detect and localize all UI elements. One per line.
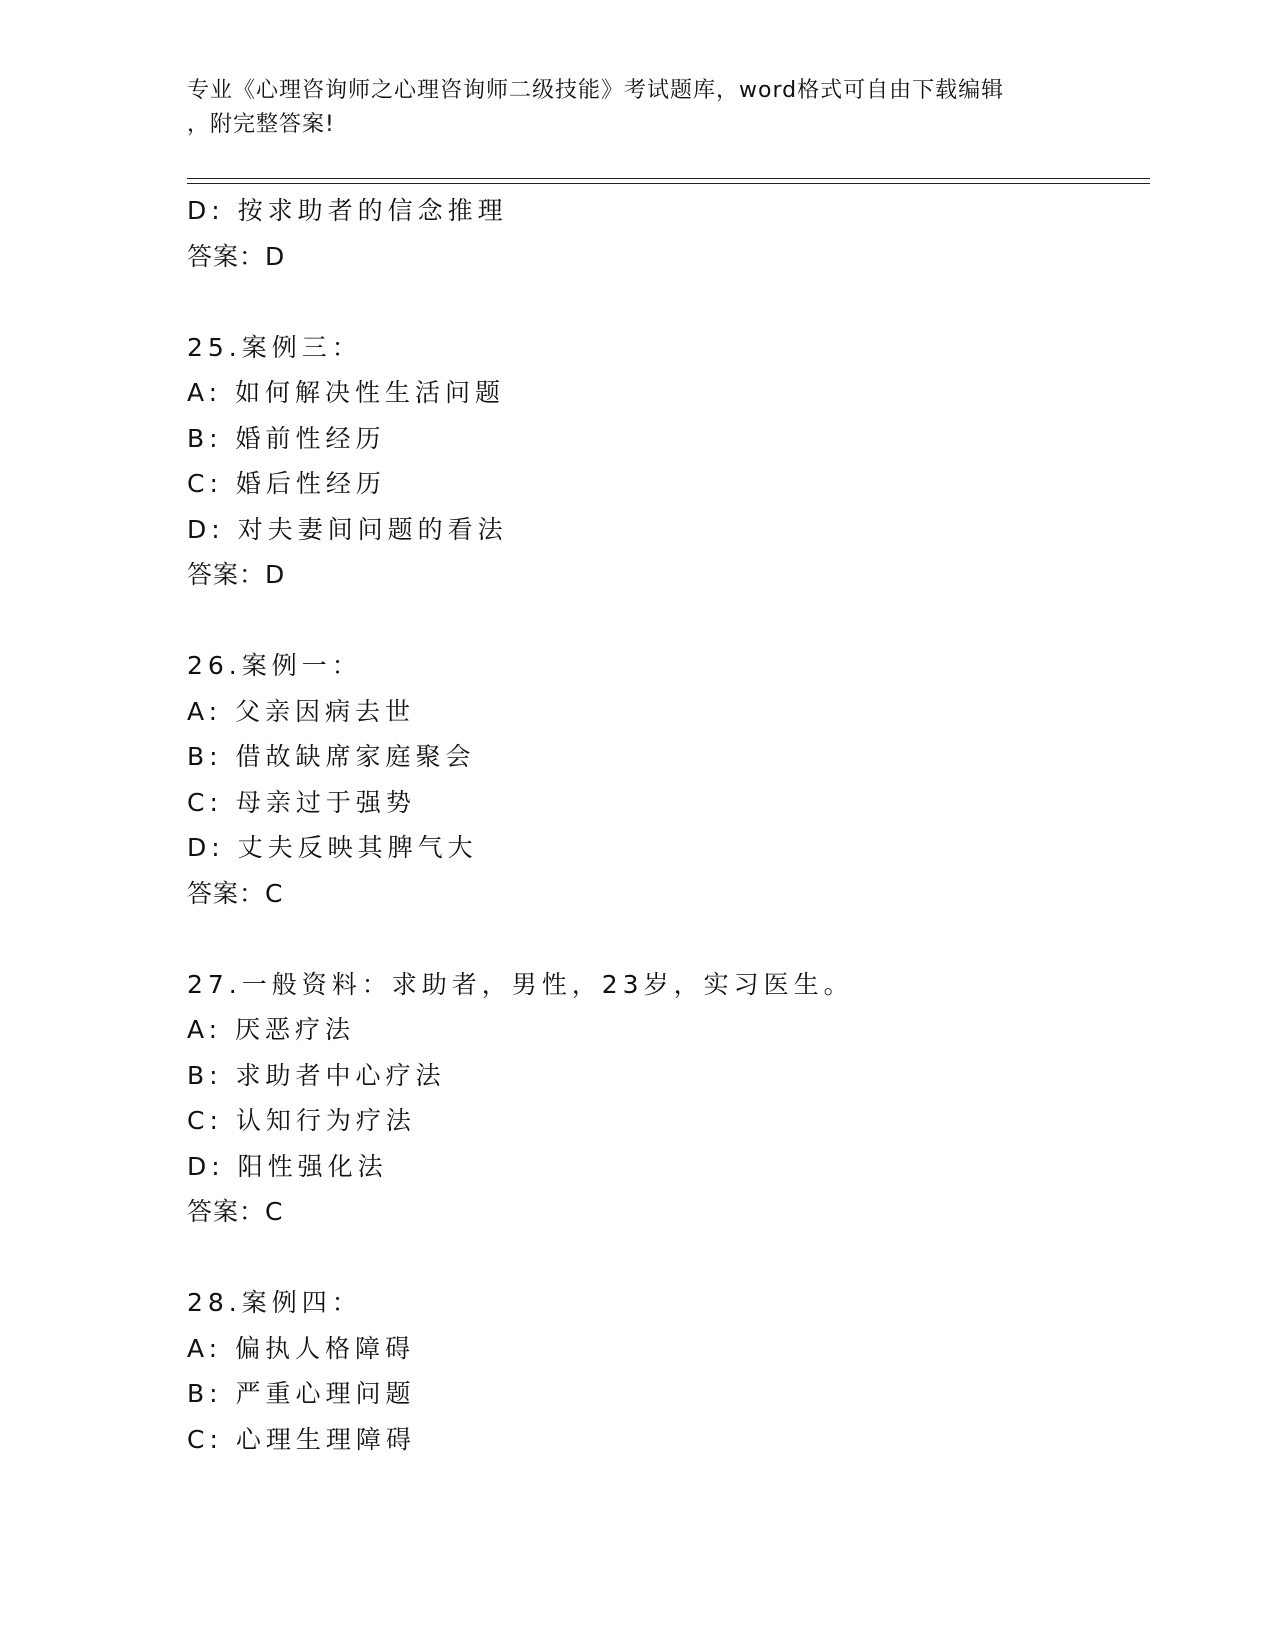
- question-stem: 27.一般资料：求助者，男性，23岁，实习医生。: [187, 969, 854, 999]
- header-line-1: 专业《心理咨询师之心理咨询师二级技能》考试题库，word格式可自由下载编辑: [187, 78, 1005, 103]
- option-d: D: 对夫妻间问题的看法: [187, 514, 508, 544]
- answer: 答案：D: [187, 241, 286, 271]
- question-stem: 28.案例四：: [187, 1288, 362, 1317]
- option-a: A: 偏执人格障碍: [187, 1333, 416, 1363]
- question-stem: 26.案例一：: [187, 651, 362, 680]
- option-c: C: 认知行为疗法: [187, 1106, 416, 1135]
- option-c: C: 心理生理障碍: [187, 1424, 416, 1454]
- option-b: B: 求助者中心疗法: [187, 1060, 446, 1090]
- question-26: [187, 643, 1147, 916]
- question-stem: 25.案例三：: [187, 332, 362, 362]
- spacer: [187, 279, 1147, 325]
- option-d: D: 阳性强化法: [187, 1151, 388, 1181]
- option-a: A: 如何解决性生活问题: [187, 378, 506, 407]
- question-27: [187, 962, 1147, 1235]
- option-b: B: 婚前性经历: [187, 423, 386, 453]
- spacer: [187, 598, 1147, 644]
- option-b: B: 严重心理问题: [187, 1379, 416, 1408]
- answer: 答案：C: [187, 878, 284, 908]
- option-c: C: 母亲过于强势: [187, 787, 416, 817]
- spacer: [187, 916, 1147, 962]
- option-b: B: 借故缺席家庭聚会: [187, 742, 476, 771]
- option-c: C: 婚后性经历: [187, 469, 386, 498]
- option-d: D: 按求助者的信念推理: [187, 196, 508, 225]
- answer: 答案：D: [187, 560, 286, 589]
- question-25: [187, 325, 1147, 598]
- page-header: [187, 74, 1087, 142]
- spacer: [187, 1235, 1147, 1281]
- header-line-2: ，附完整答案!: [187, 112, 335, 137]
- option-a: A: 厌恶疗法: [187, 1015, 356, 1044]
- question-28: [187, 1280, 1147, 1462]
- question-list: [187, 188, 1147, 1462]
- option-d: D: 丈夫反映其脾气大: [187, 833, 478, 862]
- header-divider: [187, 178, 1150, 184]
- option-a: A: 父亲因病去世: [187, 696, 416, 726]
- answer: 答案：C: [187, 1197, 284, 1226]
